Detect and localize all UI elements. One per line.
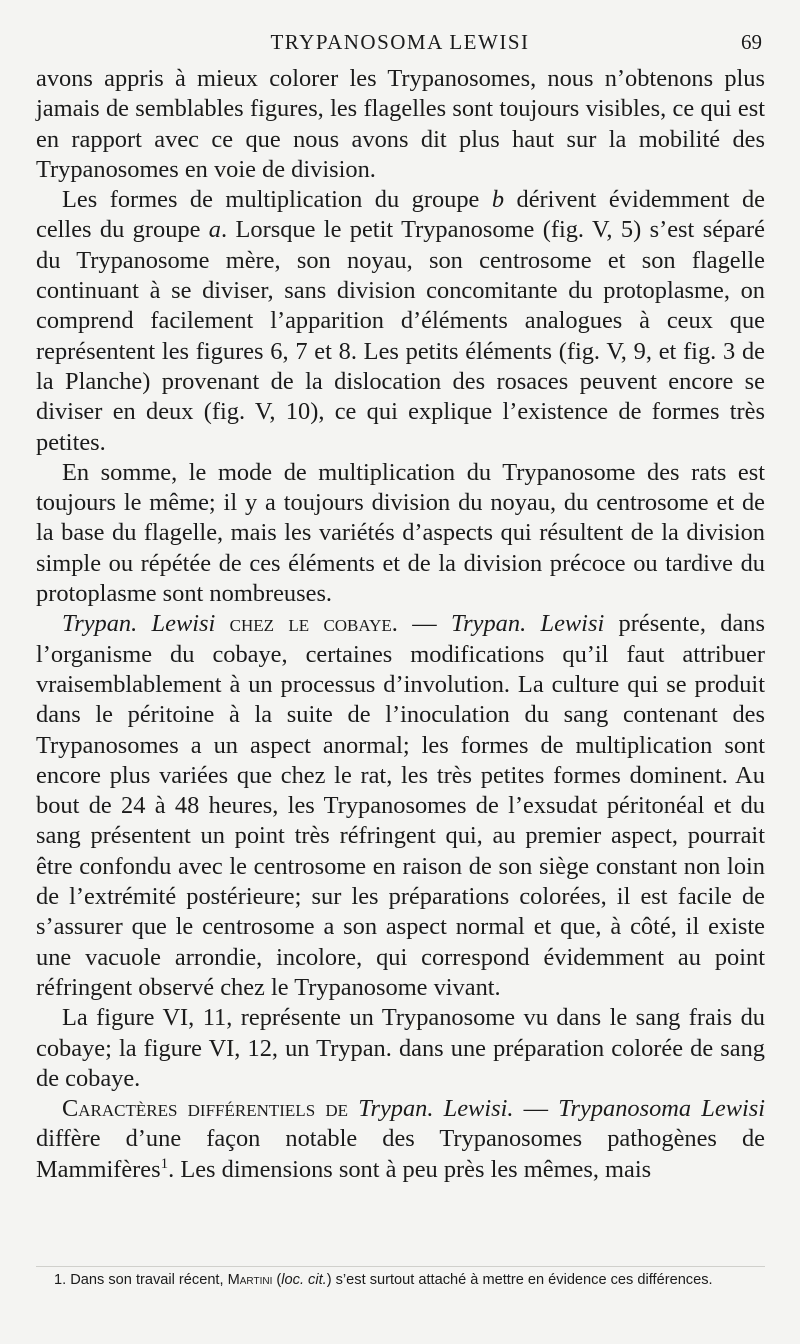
- paragraph-2-text-b: dérivent évidemment de celles du groupe: [36, 186, 765, 244]
- page-number: 69: [741, 30, 762, 54]
- group-a-label: a: [208, 216, 221, 244]
- section-heading-species: Trypan. Lewisi: [62, 610, 216, 638]
- footnote-divider: [36, 1266, 765, 1267]
- paragraph-2: [36, 185, 765, 458]
- paragraph-6: [36, 1094, 765, 1185]
- body-text: [36, 64, 765, 1185]
- section-heading-host: chez le cobaye.: [215, 610, 398, 638]
- paragraph-4: [36, 609, 765, 1003]
- footnote-author: Martini: [227, 1272, 273, 1288]
- paragraph-1: [36, 64, 765, 185]
- paragraph-3: [36, 458, 765, 609]
- species-name: Trypan. Lewisi: [450, 610, 605, 638]
- footnote-citation: loc. cit.: [281, 1272, 327, 1288]
- species-name: Trypanosoma Lewisi: [558, 1095, 766, 1123]
- heading-dash: —: [513, 1095, 559, 1123]
- paragraph-1-text: avons appris à mieux colorer les Trypanosomes, nous n’obtenons plus jamais de semblables figures, les flagelles sont toujours visibles, ce qui est en rapport avec ce que nous avons dit plus haut sur la mobilité des Trypanosomes en voie de division.: [36, 65, 765, 183]
- section-heading-species: Trypan. Lewisi.: [358, 1095, 514, 1123]
- footnote-reference: 1: [160, 1155, 169, 1172]
- paragraph-5-text: La figure VI, 11, représente un Trypanosome vu dans le sang frais du cobaye; la figure VI, 12, un Trypan. dans une préparation colorée de sang de cobaye.: [36, 1004, 765, 1092]
- paragraph-2-text-a: Les formes de multiplication du groupe: [62, 186, 492, 214]
- heading-dash: —: [397, 610, 451, 638]
- footnote-text-a: . Dans son travail récent,: [62, 1272, 228, 1288]
- paragraph-6-text-end: . Les dimensions sont à peu près les mêmes, mais: [168, 1155, 652, 1183]
- footnote-marker: 1: [54, 1272, 63, 1288]
- section-heading-characters: Caractères différentiels de: [62, 1095, 359, 1123]
- paragraph-6-text: diffère d’une façon notable des Trypanosomes pathogènes de Mammifères: [36, 1125, 765, 1183]
- footnote-text-c: ) s’est surtout attaché à mettre en évidence ces différences.: [326, 1272, 713, 1288]
- group-b-label: b: [491, 186, 505, 214]
- paragraph-2-text-c: . Lorsque le petit Trypanosome (fig. V, 5) s’est séparé du Trypanosome mère, son noyau, son centrosome et son flagelle continuant à se diviser, sans division concomitante du protoplasme, on comprend facilement l’apparition d’éléments analogues à ceux que représentent les figures 6, 7 et 8. Les petits éléments (fig. V, 9, et fig. 3 de la Planche) provenant de la dislocation des rosaces peuvent encore se diviser en deux (fig. V, 10), ce qui explique l’existence de formes très petites.: [36, 216, 765, 456]
- footnote-text-b: (: [272, 1272, 282, 1288]
- page-header: [36, 30, 764, 58]
- paragraph-4-text: présente, dans l’organisme du cobaye, certaines modifications qu’il faut attribuer vraisemblablement à un processus d’involution. La culture qui se produit dans le péritoine à la suite de l’inoculation du sang contenant des Trypanosomes a un aspect anormal; les formes de multiplication sont encore plus variées que chez le rat, les très petites formes dominent. Au bout de 24 à 48 heures, les Trypanosomes de l’exsudat péritonéal et du sang présentent un point très réfringent qui, au premier aspect, pourrait être confondu avec le centrosome en raison de son siège constant non loin de l’extrémité postérieure; sur les préparations colorées, il est facile de s’assurer que le centrosome a son aspect normal et que, à côté, il existe une vacuole arrondie, incolore, qui correspond évidemment au point réfringent observé chez le Trypanosome vivant.: [36, 610, 765, 1001]
- paragraph-5: [36, 1003, 765, 1094]
- paragraph-3-text: En somme, le mode de multiplication du Trypanosome des rats est toujours le même; il y a toujours division du noyau, du centrosome et de la base du flagelle, mais les variétés d’aspects qui résultent de la division simple ou répétée de ces éléments et de la division précoce ou tardive du protoplasme sont nombreuses.: [36, 458, 765, 608]
- running-title: TRYPANOSOMA LEWISI: [270, 30, 530, 54]
- footnote: [36, 1270, 765, 1290]
